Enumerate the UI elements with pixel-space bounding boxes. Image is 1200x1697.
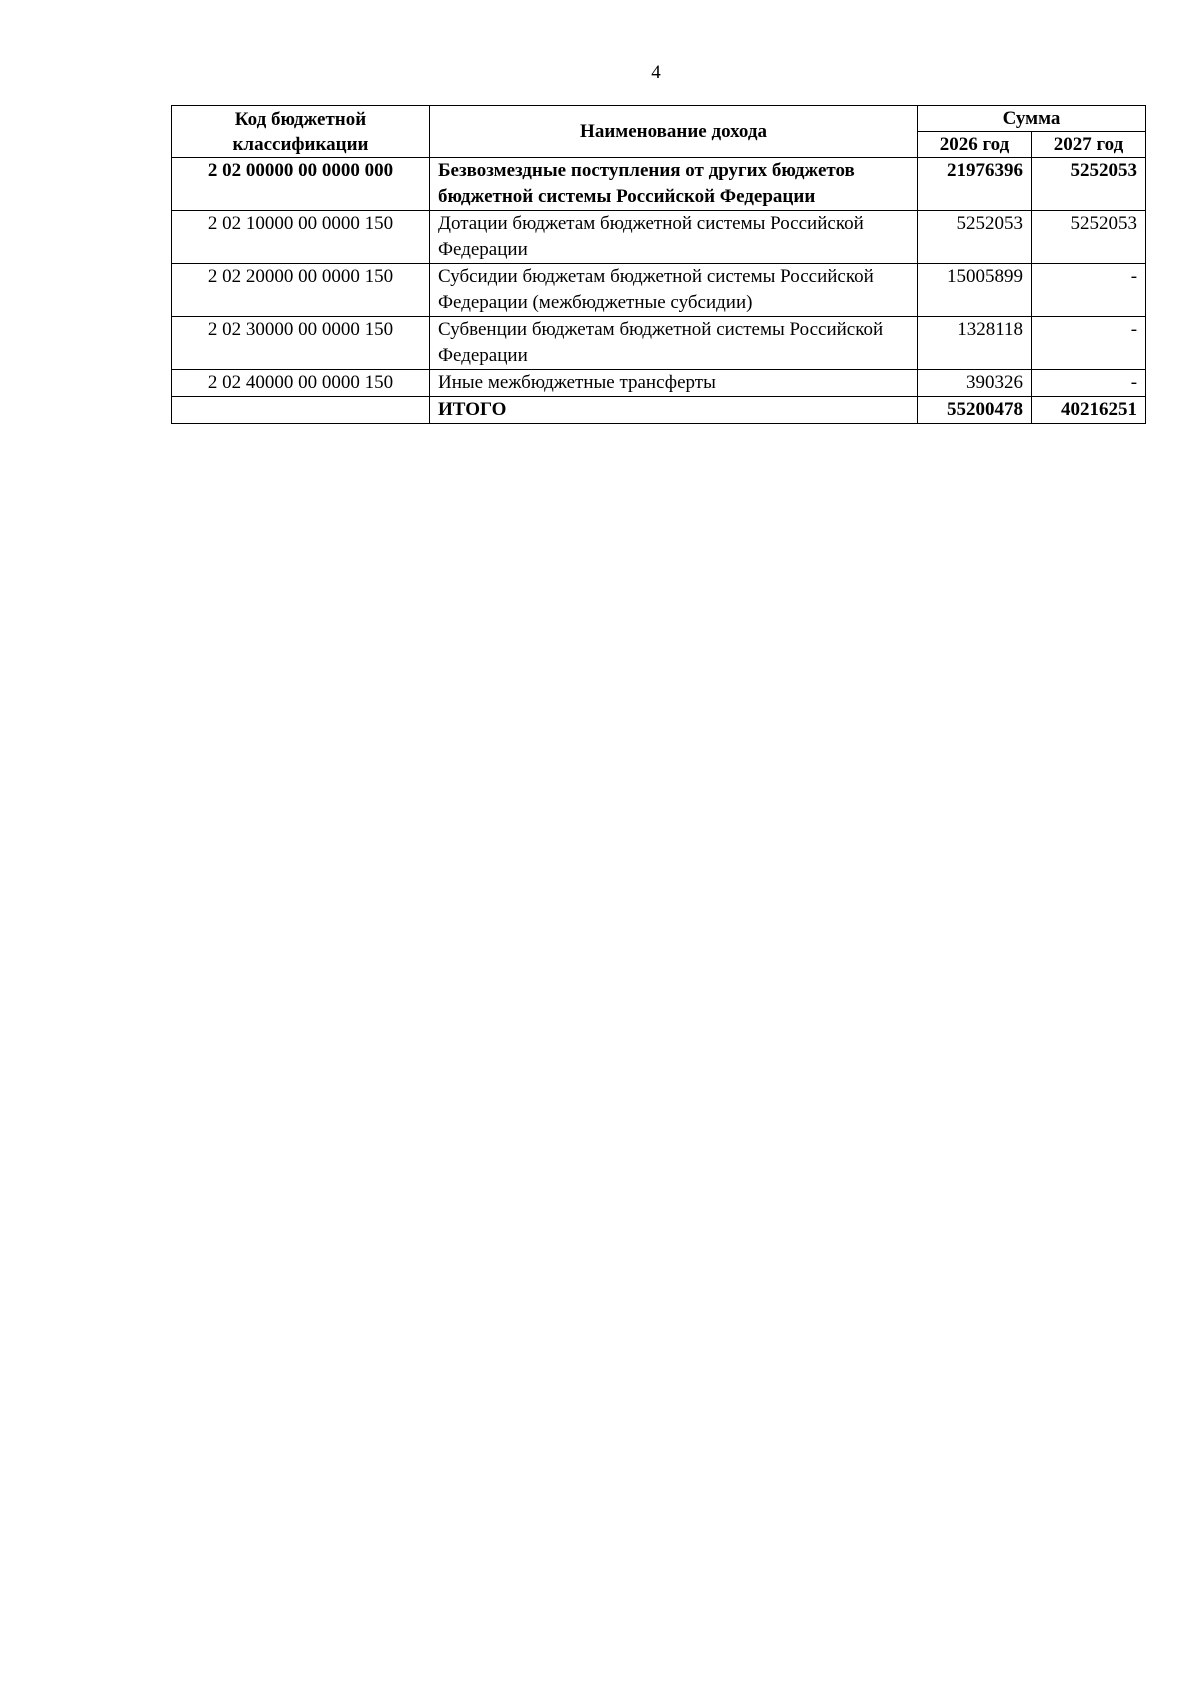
row-name: Субвенции бюджетам бюджетной системы Российской Федерации [430, 317, 918, 370]
row-sum-2026: 1328118 [918, 317, 1032, 370]
table-row [172, 211, 1146, 264]
total-label: ИТОГО [430, 397, 918, 424]
row-sum-2027: - [1032, 264, 1146, 317]
header-year-2027: 2027 год [1032, 132, 1146, 158]
header-year-2026: 2026 год [918, 132, 1032, 158]
total-sum-2026: 55200478 [918, 397, 1032, 424]
row-code: 2 02 30000 00 0000 150 [172, 317, 430, 370]
row-sum-2027: - [1032, 317, 1146, 370]
row-sum-2026: 21976396 [918, 158, 1032, 211]
table-row [172, 158, 1146, 211]
header-code: Код бюджетной классификации [172, 106, 430, 158]
table-row [172, 264, 1146, 317]
row-name: Безвозмездные поступления от других бюджетов бюджетной системы Российской Федерации [430, 158, 918, 211]
row-code: 2 02 20000 00 0000 150 [172, 264, 430, 317]
row-sum-2027: 5252053 [1032, 211, 1146, 264]
row-code: 2 02 10000 00 0000 150 [172, 211, 430, 264]
row-name: Дотации бюджетам бюджетной системы Российской Федерации [430, 211, 918, 264]
header-name: Наименование дохода [430, 106, 918, 158]
row-code: 2 02 40000 00 0000 150 [172, 370, 430, 397]
header-sum: Сумма [918, 106, 1146, 132]
row-sum-2026: 15005899 [918, 264, 1032, 317]
row-sum-2026: 390326 [918, 370, 1032, 397]
row-name: Субсидии бюджетам бюджетной системы Российской Федерации (межбюджетные субсидии) [430, 264, 918, 317]
total-sum-2027: 40216251 [1032, 397, 1146, 424]
row-sum-2027: - [1032, 370, 1146, 397]
page-number: 4 [651, 62, 661, 83]
table-row [172, 317, 1146, 370]
row-code: 2 02 00000 00 0000 000 [172, 158, 430, 211]
row-sum-2027: 5252053 [1032, 158, 1146, 211]
table-row [172, 370, 1146, 397]
total-code [172, 397, 430, 424]
total-row [172, 397, 1146, 424]
row-sum-2026: 5252053 [918, 211, 1032, 264]
income-table [171, 105, 1146, 424]
row-name: Иные межбюджетные трансферты [430, 370, 918, 397]
